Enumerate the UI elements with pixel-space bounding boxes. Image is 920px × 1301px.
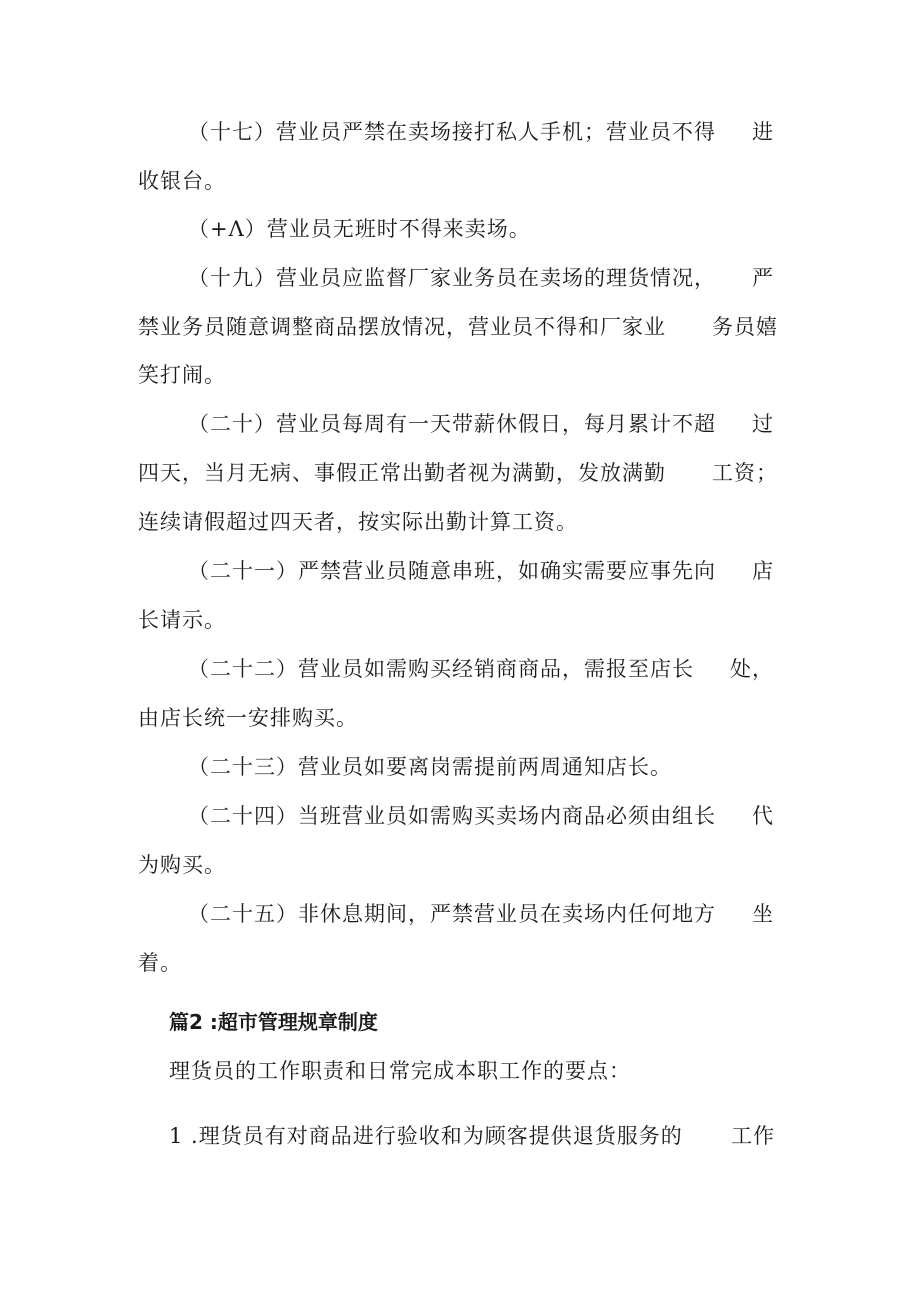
text-segment: （二十）营业员每周有一天带薪休假日，每月累计不超 (188, 412, 716, 436)
paragraph-19-line-3: 笑打闹。 (138, 363, 226, 387)
text-segment: 店 (752, 559, 774, 583)
text-segment: 处， (730, 657, 774, 681)
paragraph-24-line-1 (188, 801, 774, 831)
paragraph-22-line-1 (188, 654, 774, 684)
section-intro: 理货员的工作职责和日常完成本职工作的要点： (169, 1059, 631, 1083)
text-segment: 禁业务员随意调整商品摆放情况，营业员不得和厂家业 (138, 315, 666, 339)
text-segment: 代 (752, 804, 774, 828)
paragraph-19-line-2 (138, 312, 778, 342)
text-segment: （十七）营业员严禁在卖场接打私人手机；营业员不得 (188, 120, 716, 144)
paragraph-20-line-2 (138, 458, 778, 488)
paragraph-17-line-1 (188, 117, 774, 147)
text-segment: 务员嬉 (712, 315, 778, 339)
text-segment: （二十五）非休息期间，严禁营业员在卖场内任何地方 (188, 902, 716, 926)
paragraph-19-line-1 (188, 263, 774, 293)
text-segment: （二十一）严禁营业员随意串班，如确实需要应事先向 (188, 559, 716, 583)
paragraph-23-line-1: （二十三）营业员如要离岗需提前两周通知店长。 (188, 755, 672, 779)
paragraph-17-line-2: 收银台。 (138, 169, 226, 193)
text-segment: （二十二）营业员如需购买经销商商品，需报至店长 (188, 657, 694, 681)
text-segment: 1 .理货员有对商品进行验收和为顾客提供退货服务的 (169, 1124, 683, 1148)
text-segment: 工资； (712, 461, 778, 485)
paragraph-24-line-2: 为购买。 (138, 853, 226, 877)
section-heading: 篇2 :超市管理规章制度 (169, 1010, 378, 1034)
text-segment: 进 (752, 120, 774, 144)
text-segment: 坐 (752, 902, 774, 926)
list-item-1 (169, 1121, 775, 1151)
paragraph-25-line-1 (188, 899, 774, 929)
text-segment: （十九）营业员应监督厂家业务员在卖场的理货情况， (188, 266, 716, 290)
text-segment: 严 (752, 266, 774, 290)
text-segment: 四天，当月无病、事假正常出勤者视为满勤，发放满勤 (138, 461, 666, 485)
paragraph-18-line-1: （+Λ）营业员无班时不得来卖场。 (188, 217, 531, 241)
text-segment: 工作 (731, 1124, 775, 1148)
paragraph-20-line-1 (188, 409, 774, 439)
text-segment: 过 (752, 412, 774, 436)
paragraph-20-line-3: 连续请假超过四天者，按实际出勤计算工资。 (138, 510, 578, 534)
paragraph-21-line-1 (188, 556, 774, 586)
paragraph-21-line-2: 长请示。 (138, 608, 226, 632)
text-segment: （二十四）当班营业员如需购买卖场内商品必须由组长 (188, 804, 716, 828)
paragraph-22-line-2: 由店长统一安排购买。 (138, 706, 358, 730)
paragraph-25-line-2: 着。 (138, 951, 182, 975)
